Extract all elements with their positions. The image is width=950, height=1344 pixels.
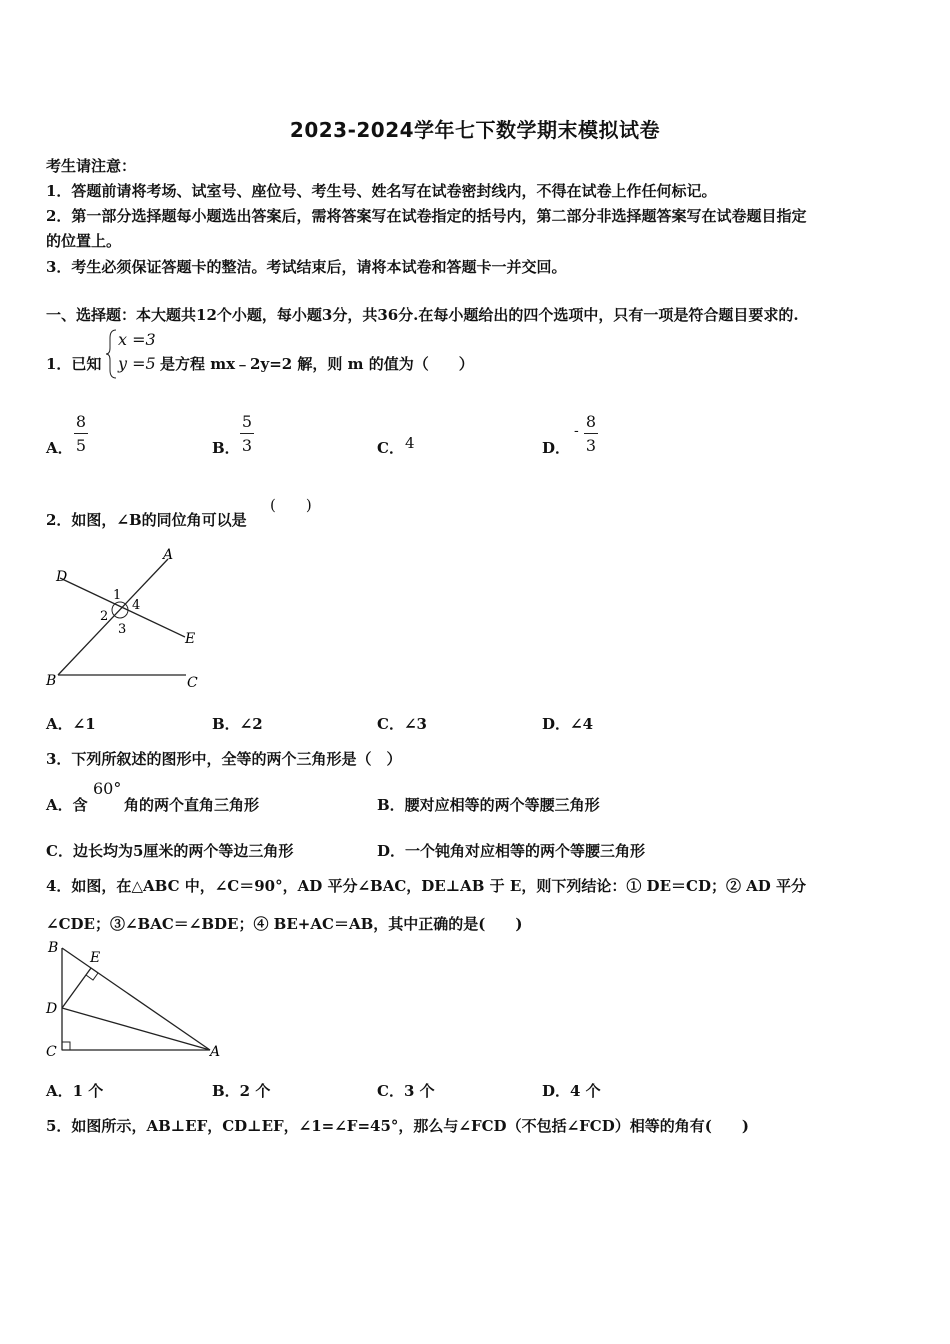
- q4-option-c: C．3 个: [377, 1082, 435, 1100]
- note-item-2a: 2．第一部分选择题每小题选出答案后，需将答案写在试卷指定的括号内，第二部分非选择题答案写在试卷题目指定: [46, 207, 807, 225]
- q4-option-b: B．2 个: [212, 1082, 271, 1100]
- q1-a-denominator: 5: [75, 436, 87, 455]
- fraction-bar: [74, 433, 88, 434]
- q3-option-b: B．腰对应相等的两个等腰三角形: [377, 796, 600, 814]
- page-title: 2023-2024学年七下数学期末模拟试卷: [289, 118, 661, 142]
- label-C: C: [187, 675, 198, 691]
- label-A: A: [163, 547, 174, 563]
- label-D: D: [56, 569, 68, 585]
- label-4: 4: [132, 598, 141, 613]
- q4-option-d: D．4 个: [542, 1082, 601, 1100]
- q1-b-denominator: 3: [241, 436, 253, 455]
- q1-eq-y: y =5: [118, 354, 156, 373]
- q3-option-d: D．一个钝角对应相等的两个等腰三角形: [377, 842, 646, 860]
- q1-stem: 是方程 mx﹣2y=2 解，则 m 的值为（ ）: [160, 355, 474, 373]
- note-item-2b: 的位置上。: [46, 232, 122, 250]
- q1-option-c-label: C．: [377, 439, 404, 457]
- q1-system: [118, 328, 156, 376]
- side-BA: [62, 948, 210, 1050]
- label-A: A: [210, 1044, 221, 1060]
- q3-option-a-degree: 60°: [93, 779, 122, 798]
- right-angle-C: [62, 1042, 70, 1050]
- q1-d-numerator: 8: [585, 412, 597, 431]
- q1-eq-x: x =3: [118, 330, 156, 349]
- q5-stem: 5．如图所示，AB⊥EF，CD⊥EF，∠1=∠F=45°，那么与∠FCD（不包括∠FCD）相等的角有( ): [46, 1117, 749, 1135]
- label-1: 1: [113, 588, 122, 603]
- notes-heading: 考生请注意：: [46, 157, 137, 175]
- q1-option-d-label: D．: [542, 439, 571, 457]
- label-B: B: [48, 940, 59, 956]
- q1-brace: [104, 328, 118, 380]
- q3-option-c: C．边长均为5厘米的两个等边三角形: [46, 842, 294, 860]
- q2-option-c: C．∠3: [377, 715, 427, 733]
- fraction-bar: [584, 433, 598, 434]
- line-BA: [58, 559, 168, 675]
- q1-option-b-label: B．: [212, 439, 240, 457]
- label-E: E: [185, 631, 196, 647]
- note-item-1: 1．答题前请将考场、试室号、座位号、考生号、姓名写在试卷密封线内，不得在试卷上作任何标记。: [46, 182, 717, 200]
- q1-option-d-sign: -: [574, 423, 579, 439]
- q2-figure: [40, 545, 210, 695]
- segment-DA: [62, 1008, 210, 1050]
- label-D: D: [46, 1001, 58, 1017]
- label-B: B: [46, 673, 57, 689]
- q2-option-d: D．∠4: [542, 715, 594, 733]
- fraction-bar: [240, 433, 254, 434]
- q2-option-a: A．∠1: [46, 715, 96, 733]
- q3-option-a-suffix: 角的两个直角三角形: [124, 796, 260, 814]
- q2-stem: 2．如图，∠B的同位角可以是: [46, 511, 247, 529]
- q2-option-b: B．∠2: [212, 715, 263, 733]
- q1-option-c-value: 4: [405, 434, 415, 452]
- q4-stem-line1: 4．如图，在△ABC 中，∠C＝90°，AD 平分∠BAC，DE⊥AB 于 E，则下列结论：① DE＝CD；② AD 平分: [46, 877, 807, 895]
- section-heading: 一、选择题：本大题共12个小题，每小题3分，共36分.在每小题给出的四个选项中，只有一项是符合题目要求的.: [46, 306, 799, 324]
- label-3: 3: [118, 622, 127, 637]
- q4-stem-line2: ∠CDE；③∠BAC＝∠BDE；④ BE+AC＝AB，其中正确的是( ): [46, 915, 523, 933]
- q1-d-denominator: 3: [585, 436, 597, 455]
- q1-option-a-label: A．: [46, 439, 73, 457]
- label-2: 2: [100, 609, 109, 624]
- label-C: C: [46, 1044, 57, 1060]
- q1-option-a-fraction: [74, 412, 88, 455]
- q1-b-numerator: 5: [241, 412, 253, 431]
- q4-figure: [40, 938, 230, 1062]
- q4-option-a: A．1 个: [46, 1082, 104, 1100]
- note-item-3: 3．考生必须保证答题卡的整洁。考试结束后，请将本试卷和答题卡一并交回。: [46, 258, 567, 276]
- q3-option-a-prefix: A．含: [46, 796, 88, 814]
- q1-a-numerator: 8: [75, 412, 87, 431]
- q1-option-b-fraction: [240, 412, 254, 455]
- q1-prefix: 1．已知: [46, 355, 102, 373]
- segment-DE: [62, 968, 91, 1008]
- label-E: E: [90, 950, 101, 966]
- q3-stem: 3．下列所叙述的图形中，全等的两个三角形是（ ）: [46, 750, 402, 768]
- q1-option-d-fraction: [584, 412, 598, 455]
- right-angle-E: [86, 968, 98, 980]
- q2-answer-paren: ( ): [270, 496, 312, 514]
